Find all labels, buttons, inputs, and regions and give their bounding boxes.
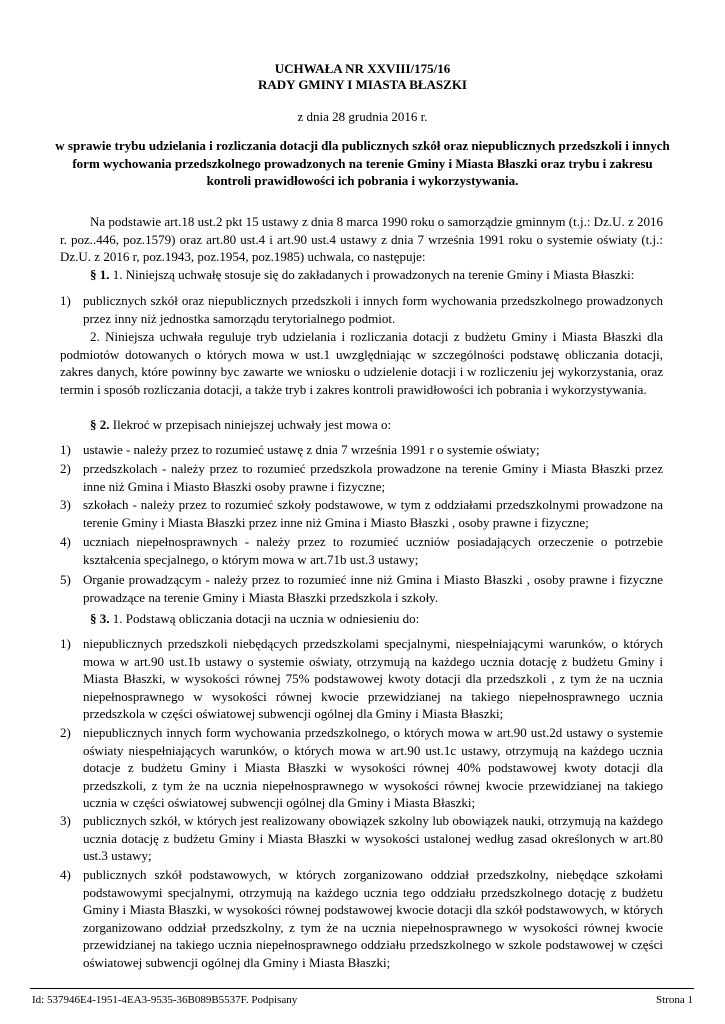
- list-item-number: 1): [60, 442, 71, 457]
- section-3-intro: [60, 610, 663, 628]
- preamble: Na podstawie art.18 ust.2 pkt 15 ustawy z dnia 8 marca 1990 roku o samorządzie gminnym (t.j.: Dz.U. z 2016 r. poz..446, poz.1579) oraz art.80 ust.4 i art.90 ust.4 ustawy z dnia 7 września 1991 roku o systemie oświaty (t.j.: Dz.U. z 2016 r, poz.1943, poz.1954, poz.1985) uchwala, co następuje:: [60, 214, 663, 264]
- list-item-text: publicznych szkół podstawowych, w których zorganizowano oddział przedszkolny, niebędące szkołami podstawowymi specjalnymi, otrzymują na każdego ucznia tego oddziału przedszkolnego dotację z budżetu Gminy i Miasta Błaszki, w wysokości równej podstawowej kwocie dotacji dla szkół podstawowych, w których zorganizowano oddział przedszkolny, z tym że na ucznia niepełnosprawnego w wysokości równej kwocie przewidzianej na takiego ucznia niepełnosprawnego oddziału przedszkolnego w szkole podstawowej w części oświatowej subwencji ogólnej dla Gminy i Miasta Błaszki;: [83, 867, 663, 970]
- list-item-number: 5): [60, 572, 71, 587]
- resolution-date: z dnia 28 grudnia 2016 r.: [297, 109, 428, 124]
- resolution-title: UCHWAŁA NR XXVIII/175/16: [274, 61, 451, 76]
- list-item-text: uczniach niepełnosprawnych - należy przez to rozumieć uczniów posiadających orzeczenie o potrzebie kształcenia specjalnego, o którym mowa w art.71b ust.3 ustawy;: [83, 534, 663, 567]
- list-item-number: 2): [60, 725, 71, 740]
- list-item-text: publicznych szkół, w których jest realizowany obowiązek szkolny lub obowiązek nauki, otrzymują na każdego ucznia dotację z budżetu Gminy i Miasta Błaszki w wysokości ustalonej według zasad określonych w art.80 ust.3 ustawy;: [83, 813, 663, 863]
- list-item: [60, 635, 663, 723]
- list-item: [60, 441, 663, 459]
- list-item-text: publicznych szkół oraz niepublicznych przedszkoli i innych form wychowania przedszkolnego prowadzonych przez inny niż jednostka samorządu terytorialnego podmiot.: [83, 293, 663, 326]
- list-item-number: 4): [60, 534, 71, 549]
- list-item: [60, 866, 663, 971]
- page-number: Strona 1: [656, 994, 693, 1006]
- section-1-intro: [60, 266, 663, 284]
- section-2-text: Ilekroć w przepisach niniejszej uchwały jest mowa o:: [109, 417, 392, 432]
- list-item-text: niepublicznych przedszkoli niebędących przedszkolami specjalnymi, niespełniającymi warunków, o których mowa w art.90 ust.1b ustawy o systemie oświaty, otrzymują na każdego ucznia dotację z budżetu Gminy i Miasta Błaszki, w wysokości równej 75% podstawowej kwoty dotacji dla przedszkoli , z tym że na ucznia niepełnosprawnego w wysokości równej kwocie przewidzianej na takiego niepełnosprawnego ucznia przedszkola w części oświatowej subwencji ogólnej dla Gminy i Miasta Błaszki;: [83, 636, 663, 721]
- list-item: [60, 460, 663, 495]
- list-item: [60, 292, 663, 327]
- section-3-text: 1. Podstawą obliczania dotacji na ucznia w odniesieniu do:: [109, 611, 420, 626]
- list-item-number: 3): [60, 497, 71, 512]
- list-item: [60, 571, 663, 606]
- section-2-mark: § 2.: [90, 417, 110, 432]
- section-1-mark: § 1.: [90, 267, 110, 282]
- resolution-subject: w sprawie trybu udzielania i rozliczania dotacji dla publicznych szkół oraz niepublicznych przedszkoli i innych form wychowania przedszkolnego prowadzonych na terenie Gminy i Miasta Błaszki oraz trybu i zakresu kontroli prawidłowości ich pobrania i wykorzystywania.: [55, 138, 670, 188]
- list-item: [60, 724, 663, 812]
- list-item-number: 1): [60, 293, 71, 308]
- list-item-number: 2): [60, 461, 71, 476]
- list-item-number: 4): [60, 867, 71, 882]
- footer-divider: [30, 988, 694, 989]
- list-item: [60, 812, 663, 865]
- list-item-text: szkołach - należy przez to rozumieć szkoły podstawowe, w tym z oddziałami przedszkolnymi prowadzone na terenie Gminy i Miasta Błaszki przez inne niż Gmina i Miasto Błaszki , osoby prawne i fizyczne;: [83, 497, 663, 530]
- list-item-text: niepublicznych innych form wychowania przedszkolnego, o których mowa w art.90 ust.2d ustawy o systemie oświaty niespełniających warunków, o których mowa w art.90 ust.1c ustawy, otrzymują na każdego ucznia dotacje z budżetu Gminy i Miasta Błaszki w wysokości równej 40% podstawowej kwoty dotacji dla przedszkoli, z tym że na ucznia niepełnosprawnego w wysokości równej kwocie przewidzianej na takiego ucznia w części oświatowej subwencji ogólnej dla Gminy i Miasta Błaszki;: [83, 725, 663, 810]
- list-item-text: przedszkolach - należy przez to rozumieć przedszkola prowadzone na terenie Gminy i Miasta Błaszki przez inne niż Gmina i Miasto Błaszki osoby prawne i fizyczne;: [83, 461, 663, 494]
- section-1-text: 1. Niniejszą uchwałę stosuje się do zakładanych i prowadzonych na terenie Gminy i Miasta Błaszki:: [109, 267, 635, 282]
- list-item-text: Organie prowadzącym - należy przez to rozumieć inne niż Gmina i Miasto Błaszki , osoby prawne i fizyczne prowadzące na terenie Gminy i Miasta Błaszki przedszkola i szkoły.: [83, 572, 663, 605]
- section-1-paragraph-2: 2. Niniejsza uchwała reguluje tryb udzielania i rozliczania dotacji z budżetu Gminy i Miasta Błaszki dla podmiotów dotowanych o których mowa w ust.1 uwzględniając w szczególności podstawę obliczania dotacji, zakres danych, które powinny byc zawarte we wniosku o udzielenie dotacji i w rozliczeniu jej wykorzystania, oraz termin i sposób rozliczania dotacji, a także tryb i zakres kontroli prawidłowości ich pobrania i wykorzystywania.: [60, 329, 663, 397]
- list-item: [60, 496, 663, 531]
- list-item-number: 3): [60, 813, 71, 828]
- list-item-number: 1): [60, 636, 71, 651]
- document-id: Id: 537946E4-1951-4EA3-9535-36B089B5537F. Podpisany: [32, 994, 298, 1006]
- list-item-text: ustawie - należy przez to rozumieć ustawę z dnia 7 września 1991 r o systemie oświaty;: [83, 442, 540, 457]
- section-3-mark: § 3.: [90, 611, 110, 626]
- list-item: [60, 533, 663, 568]
- section-2-intro: [60, 416, 663, 434]
- council-name: RADY GMINY I MIASTA BŁASZKI: [258, 77, 467, 92]
